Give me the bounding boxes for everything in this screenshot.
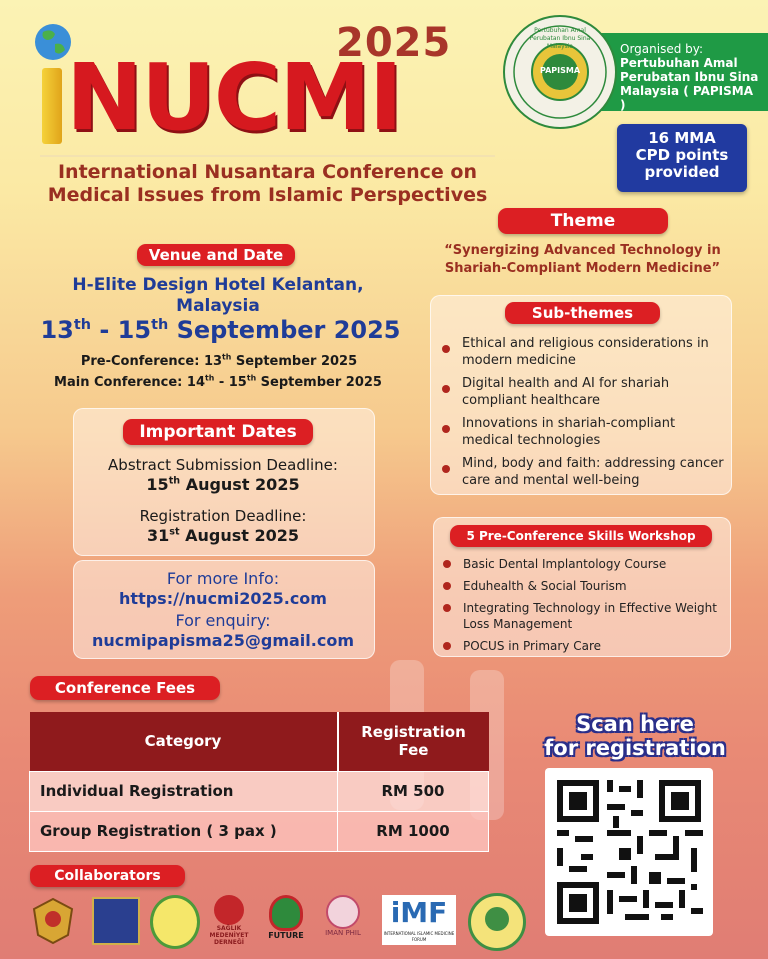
subthemes-list bbox=[432, 335, 730, 489]
bullet-icon bbox=[442, 425, 450, 433]
registration-deadline-label: Registration Deadline: bbox=[139, 507, 307, 525]
subthemes-ribbon: Sub-themes bbox=[505, 302, 660, 324]
theme-ribbon: Theme bbox=[498, 208, 668, 234]
table-row bbox=[30, 811, 489, 851]
subtheme-item: Innovations in shariah-compliant medical technologies bbox=[432, 415, 730, 449]
subtheme-item: Digital health and AI for shariah compliant healthcare bbox=[432, 375, 730, 409]
fee-header: Registration Fee bbox=[361, 723, 466, 760]
website-link[interactable]: https://nucmi2025.com bbox=[119, 589, 327, 608]
fees-table bbox=[29, 712, 489, 852]
commission-seal-logo bbox=[468, 893, 526, 951]
category-cell: Group Registration ( 3 pax ) bbox=[30, 811, 338, 851]
bullet-icon bbox=[443, 560, 451, 568]
iman-phil-logo: IMAN PHIL bbox=[320, 895, 366, 945]
bullet-icon bbox=[443, 604, 451, 612]
workshop-item: POCUS in Primary Care bbox=[433, 638, 729, 654]
fee-cell: RM 1000 bbox=[338, 811, 489, 851]
table-row bbox=[30, 771, 489, 811]
more-info-label: For more Info: bbox=[166, 569, 280, 588]
green-seal-logo bbox=[150, 895, 200, 949]
date-start: 13 bbox=[40, 316, 74, 344]
email-link[interactable]: nucmipapisma25@gmail.com bbox=[92, 631, 354, 650]
theme-text: “Synergizing Advanced Technology in Shariah-Compliant Modern Medicine” bbox=[444, 243, 721, 276]
imf-logo: iMF INTERNATIONAL ISLAMIC MEDICINE FORUM bbox=[382, 895, 456, 945]
seal-center-text: PAPISMA bbox=[539, 66, 581, 75]
organiser-label: Organised by: bbox=[620, 42, 704, 56]
workshop-list bbox=[433, 556, 729, 654]
scan-heading bbox=[520, 712, 750, 760]
pre-conference-line: Pre-Conference: 13th September 2025 bbox=[80, 352, 358, 369]
cpd-badge bbox=[617, 124, 747, 192]
abstract-deadline-label: Abstract Submission Deadline: bbox=[108, 456, 338, 474]
collaborators-ribbon: Collaborators bbox=[30, 865, 185, 887]
papisma-seal bbox=[503, 15, 617, 129]
fee-cell: RM 500 bbox=[338, 771, 489, 811]
category-cell: Individual Registration bbox=[30, 771, 338, 811]
collaborator-logos bbox=[28, 893, 528, 949]
subtheme-item: Mind, body and faith: addressing cancer care and mental well-being bbox=[432, 455, 730, 489]
workshop-item: Eduhealth & Social Tourism bbox=[433, 578, 729, 594]
bullet-icon bbox=[443, 642, 451, 650]
scan-line-2: for registration bbox=[544, 736, 726, 760]
blue-logo bbox=[92, 897, 140, 945]
organiser-name: Pertubuhan Amal Perubatan Ibnu Sina Malaysia ( PAPISMA ) bbox=[620, 56, 759, 112]
workshop-item: Basic Dental Implantology Course bbox=[433, 556, 729, 572]
seal-ring-text: Pertubuhan Amal Perubatan Ibnu Sina Malaysia bbox=[529, 27, 591, 50]
date-end: 15 bbox=[117, 316, 152, 344]
subtheme-item: Ethical and religious considerations in modern medicine bbox=[432, 335, 730, 369]
bullet-icon bbox=[442, 465, 450, 473]
venue-ribbon: Venue and Date bbox=[137, 244, 295, 266]
bullet-icon bbox=[442, 385, 450, 393]
workshop-item: Integrating Technology in Effective Weight Loss Management bbox=[433, 600, 729, 632]
cpd-text: 16 MMA CPD points provided bbox=[635, 129, 729, 181]
venue-hotel: H-Elite Design Hotel Kelantan, Malaysia bbox=[72, 275, 364, 316]
title-divider bbox=[40, 155, 495, 157]
scan-line-1: Scan here bbox=[576, 712, 694, 736]
year-label: 2025 bbox=[336, 20, 452, 66]
logo-i-bar bbox=[42, 68, 62, 144]
abstract-deadline-date: 15th August 2025 bbox=[146, 475, 300, 494]
future-logo: FUTURE bbox=[264, 895, 308, 945]
date-rest: September 2025 bbox=[176, 316, 401, 344]
bullet-icon bbox=[442, 345, 450, 353]
registration-deadline-date: 31st August 2025 bbox=[146, 526, 300, 545]
enquiry-label: For enquiry: bbox=[175, 611, 271, 630]
saglik-medeniyet-logo: SAĞLIK MEDENİYET DERNEĞİ bbox=[202, 895, 256, 945]
state-crest-logo bbox=[28, 895, 78, 945]
conference-name: International Nusantara Conference on Medical Issues from Islamic Perspectives bbox=[47, 161, 488, 206]
venue-date-range: 13th - 15th September 2025 bbox=[40, 316, 401, 344]
workshop-ribbon: 5 Pre-Conference Skills Workshop bbox=[450, 525, 712, 547]
fees-header-row bbox=[30, 712, 489, 771]
bullet-icon bbox=[443, 582, 451, 590]
main-conference-line: Main Conference: 14th - 15th September 2025 bbox=[54, 373, 382, 390]
category-header: Category bbox=[30, 712, 338, 771]
fees-ribbon: Conference Fees bbox=[30, 676, 220, 700]
logo-nucmi: NUCMI bbox=[66, 44, 401, 151]
registration-qr-code[interactable] bbox=[545, 768, 713, 936]
important-dates-ribbon: Important Dates bbox=[123, 419, 313, 445]
